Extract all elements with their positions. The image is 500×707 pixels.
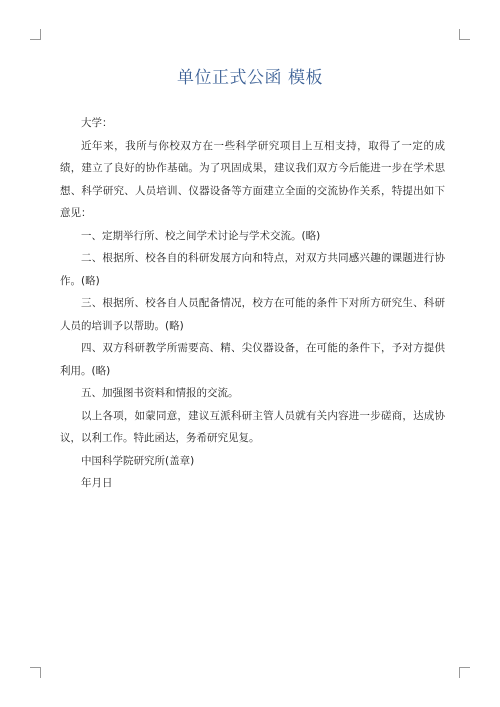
paragraph-closing: 以上各项，如蒙同意，建议互派科研主管人员就有关内容进一步磋商，达成协议，以利工作。特此函达，务希研究见复。 [60,409,445,444]
date-line: 年月日 [81,477,113,489]
document-title: 单位正式公函 模板 [177,68,323,88]
crop-mark-bottom-right [459,667,470,678]
paragraph-item-1: 一、定期举行所、校之间学术讨论与学术交流。(略) [81,229,321,242]
paragraph-intro: 近年来，我所与你校双方在一些科学研究项目上互相支持，取得了一定的成绩，建立了良好的协作基础。为了巩固成果，建议我们双方今后能进一步在学术思想、科学研究、人员培训、仪器设备等方面建立全面的交流协作关系，特提出如下意见： [60,139,445,219]
signature: 中国科学院研究所(盖章) [81,454,195,467]
paragraph-item-3: 三、根据所、校各自人员配备情况，校方在可能的条件下对所方研究生、科研人员的培训予以帮助。(略) [60,297,445,332]
crop-mark-bottom-left [30,667,41,678]
salutation: 大学： [81,117,113,129]
paragraph-item-2: 二、根据所、校各自的科研发展方向和特点，对双方共同感兴趣的课题进行协作。(略) [60,252,445,287]
paragraph-item-5: 五、加强图书资料和情报的交流。 [81,387,239,399]
document-body [60,112,445,495]
paragraph-item-4: 四、双方科研教学所需要高、精、尖仪器设备，在可能的条件下，予对方提供利用。(略) [60,342,445,377]
crop-mark-top-left [30,29,41,40]
crop-mark-top-right [459,29,470,40]
